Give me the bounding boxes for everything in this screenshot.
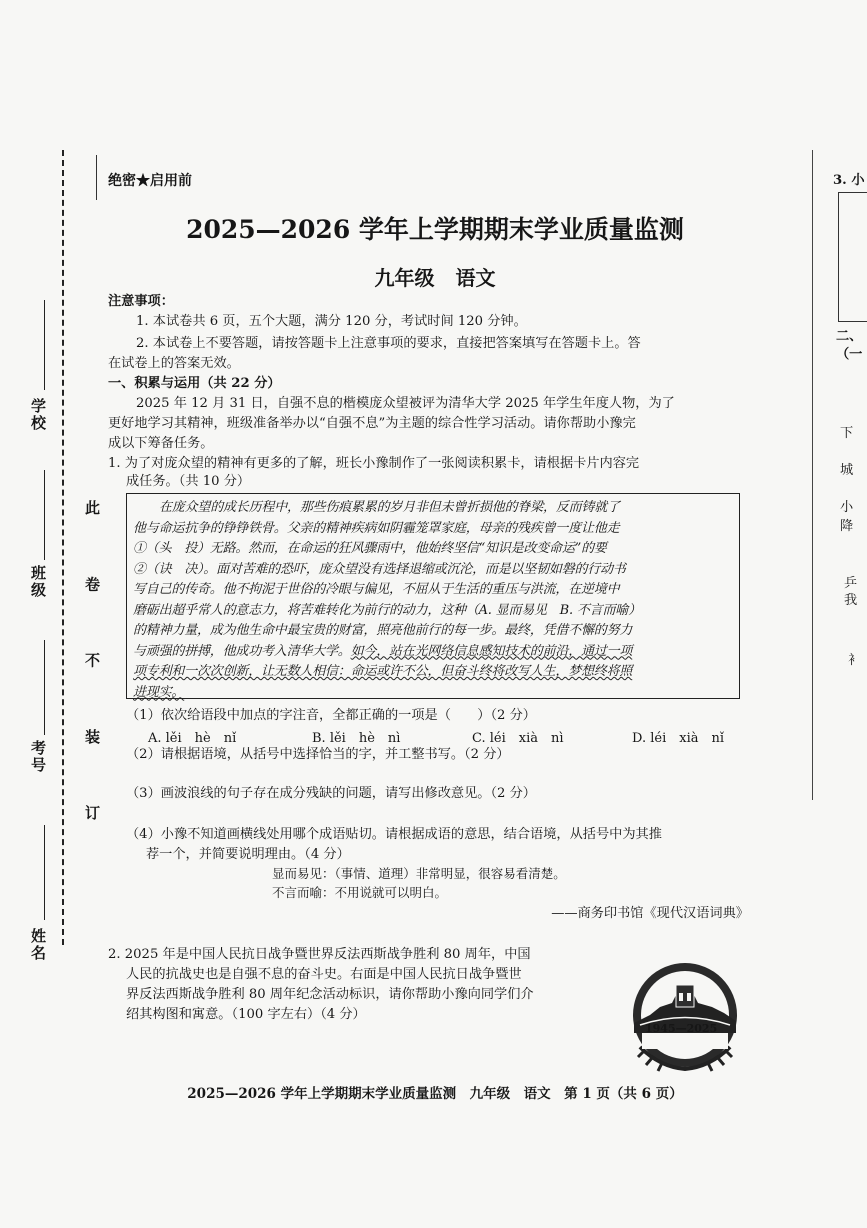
page-subtitle: 九年级 语文 bbox=[374, 266, 496, 290]
q2-line-1: 2. 2025 年是中国人民抗日战争暨世界反法西斯战争胜利 80 周年，中国 bbox=[108, 947, 531, 962]
option-b[interactable]: B. lěi hè nì bbox=[312, 731, 401, 746]
passage-line: ①（头 投）无路。然而，在命运的狂风骤雨中，他始终坚信“知识是改变命运”的要 bbox=[133, 541, 607, 556]
q1-stem-2: 成任务。（共 10 分） bbox=[126, 474, 251, 489]
q2-line-2: 人民的抗战史也是自强不息的奋斗史。右面是中国人民抗日战争暨世 bbox=[126, 967, 522, 982]
q2-line-4: 绍其构图和寓意。（100 字左右）（4 分） bbox=[126, 1007, 366, 1022]
q1-sub-2: （2）请根据语境，从括号中选择恰当的字，并工整书写。（2 分） bbox=[126, 747, 510, 762]
page-footer: 2025—2026 学年上学期期末学业质量监测 九年级 语文 第 1 页（共 6 页） bbox=[187, 1086, 683, 1102]
next-page-edge bbox=[812, 150, 813, 800]
passage-line: 写自己的传奇。他不拘泥于世俗的冷眼与偏见，不屈从于生活的重压与洪流，在逆境中 bbox=[133, 582, 620, 597]
q1-sub-3: （3）画波浪线的句子存在成分残缺的问题，请写出修改意见。（2 分） bbox=[126, 786, 536, 801]
name-label: 姓名 bbox=[29, 928, 47, 962]
next-page-part-1: （一 bbox=[836, 347, 863, 362]
section-1-intro-1: 2025 年 12 月 31 日，自强不息的楷模庞众望被评为清华大学 2025 年学生年度人物，为了 bbox=[136, 396, 675, 411]
passage-line: 的精神力量，成为他生命中最宝贵的财富，照亮他前行的每一步。最终，凭借不懈的努力 bbox=[133, 623, 633, 638]
next-page-char: 小 bbox=[840, 500, 854, 515]
reading-card bbox=[126, 493, 740, 699]
next-page-char: 乒 bbox=[844, 576, 858, 591]
next-page-char: 下 bbox=[840, 426, 854, 441]
wavy-sentence-part: 如今，站在光网络信息感知技术的前沿，通过一项 bbox=[350, 643, 633, 659]
idiom-definition-1: 显而易见：（事情、道理）非常明显，很容易看清楚。 bbox=[272, 866, 566, 881]
notes-item-2b: 在试卷上的答案无效。 bbox=[108, 356, 240, 371]
emblem-years: 1945—2025 bbox=[645, 1022, 718, 1035]
next-page-char: 衤 bbox=[848, 653, 862, 668]
idiom-definition-2: 不言而喻：不用说就可以明白。 bbox=[272, 885, 448, 900]
passage-line-with-wavy bbox=[133, 642, 733, 663]
passage-text: 与顽强的拼搏，他成功考入清华大学。 bbox=[133, 643, 351, 659]
name-blank bbox=[44, 825, 45, 920]
wavy-sentence-part: 项专利和一次次创新，让无数人相信：命运或许不公，但奋斗终将改写人生，梦想终将照 bbox=[133, 664, 633, 679]
option-d[interactable]: D. léi xià nǐ bbox=[632, 731, 725, 746]
content-edge bbox=[96, 155, 97, 200]
dictionary-source: ——商务印书馆《现代汉语词典》 bbox=[551, 906, 749, 921]
exam-no-label: 考号 bbox=[29, 740, 47, 774]
section-1-heading: 一、积累与运用（共 22 分） bbox=[108, 376, 281, 391]
page-title: 2025—2026 学年上学期期末学业质量监测 bbox=[186, 215, 684, 244]
class-blank bbox=[44, 470, 45, 560]
next-page-box bbox=[838, 192, 867, 322]
next-page-q3: 3. 小 bbox=[833, 173, 865, 188]
option-a[interactable]: A. lěi hè nǐ bbox=[148, 731, 237, 746]
q1-stem-1: 1. 为了对庞众望的精神有更多的了解，班长小豫制作了一张阅读积累卡，请根据卡片内容完 bbox=[108, 456, 640, 471]
passage-line: 他与命运抗争的铮铮铁骨。父亲的精神疾病如阴霾笼罩家庭，母亲的残疾曾一度让他走 bbox=[133, 520, 620, 536]
next-page-section-2: 二、 bbox=[836, 329, 863, 344]
class-label: 班级 bbox=[29, 565, 47, 599]
q1-sub-1: （1）依次给语段中加点的字注音，全都正确的一项是（ ）（2 分） bbox=[126, 708, 536, 723]
wavy-sentence-part: 进现实。 bbox=[133, 684, 185, 700]
notes-heading: 注意事项： bbox=[108, 294, 174, 309]
secret-mark: 绝密★启用前 bbox=[108, 173, 192, 189]
next-page-char: 我 bbox=[844, 593, 858, 608]
school-label: 学校 bbox=[29, 398, 47, 432]
section-1-intro-2: 更好地学习其精神，班级准备举办以“自强不息”为主题的综合性学习活动。请你帮助小豫完 bbox=[108, 416, 636, 431]
exam-no-blank bbox=[44, 640, 45, 735]
anniversary-emblem-icon bbox=[620, 955, 750, 1085]
section-1-intro-3: 成以下筹备任务。 bbox=[108, 436, 214, 451]
notes-item-2a: 2. 本试卷上不要答题，请按答题卡上注意事项的要求，直接把答案填写在答题卡上。答 bbox=[136, 336, 641, 351]
binding-dashed-line bbox=[62, 150, 64, 945]
passage-line: ②（诀 决）。面对苦难的恐吓，庞众望没有选择退缩或沉沦，而是以坚韧如磐的行动书 bbox=[133, 561, 626, 577]
q1-sub-4b: 荐一个，并简要说明理由。（4 分） bbox=[146, 847, 350, 862]
next-page-char: 城 bbox=[840, 463, 854, 478]
school-blank bbox=[44, 300, 45, 390]
passage-line: 在庞众望的成长历程中，那些伤痕累累的岁月非但未曾折损他的脊梁，反而铸就了 bbox=[159, 500, 620, 515]
binding-warning: 此 卷 不 装 订 bbox=[83, 500, 101, 848]
option-c[interactable]: C. léi xià nì bbox=[472, 731, 564, 746]
q2-line-3: 界反法西斯战争胜利 80 周年纪念活动标识，请你帮助小豫向同学们介 bbox=[126, 987, 534, 1002]
next-page-char: 降 bbox=[840, 519, 854, 534]
passage-line: 磨砺出超乎常人的意志力，将苦难转化为前行的动力，这种（A. 显而易见 B. 不言而喻） bbox=[133, 602, 641, 618]
q1-sub-4a: （4）小豫不知道画横线处用哪个成语贴切。请根据成语的意思，结合语境，从括号中为其推 bbox=[126, 827, 662, 842]
notes-item-1: 1. 本试卷共 6 页，五个大题，满分 120 分，考试时间 120 分钟。 bbox=[136, 314, 527, 329]
